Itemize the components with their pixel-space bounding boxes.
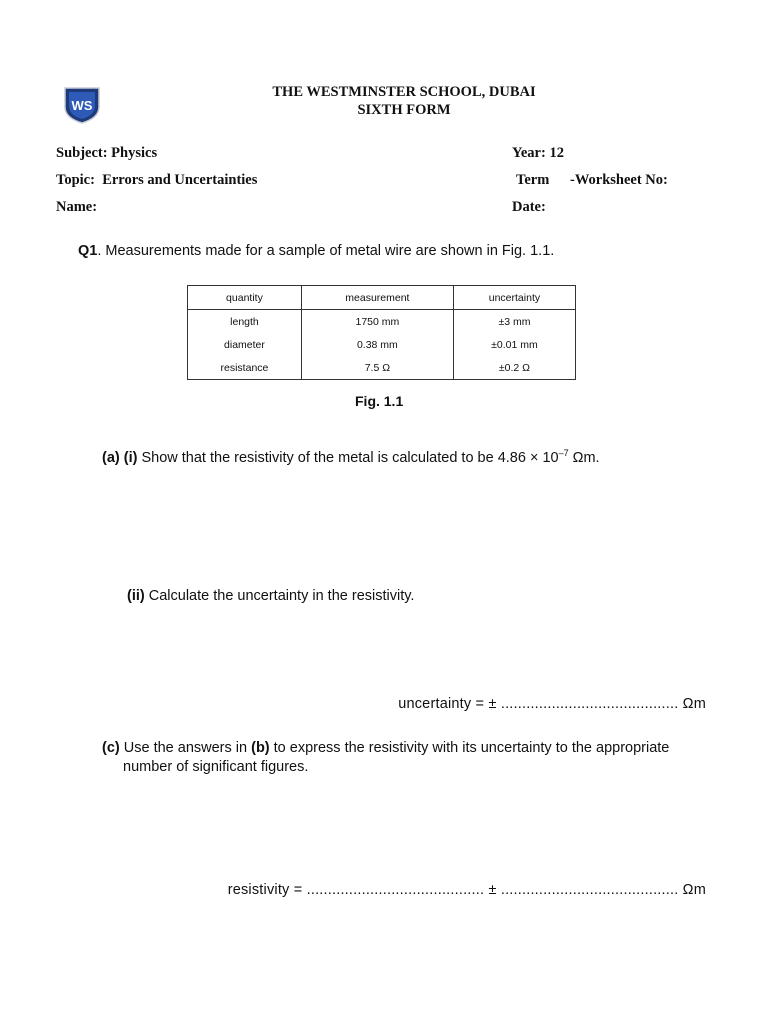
worksheet-field: -Worksheet No: bbox=[570, 172, 668, 188]
part-c-label: (c) bbox=[102, 740, 120, 756]
table-cell: length bbox=[188, 310, 302, 334]
table-cell: ±0.01 mm bbox=[453, 333, 575, 356]
table-header: measurement bbox=[301, 286, 453, 310]
part-a-i-label: (a) (i) bbox=[102, 449, 138, 466]
table-row bbox=[188, 333, 576, 356]
figure-caption: Fig. 1.1 bbox=[355, 393, 404, 409]
part-a-ii bbox=[127, 587, 414, 606]
logo-text: WS bbox=[71, 98, 93, 113]
part-a-i-exponent: –7 bbox=[558, 448, 569, 458]
table-cell: 1750 mm bbox=[301, 310, 453, 334]
part-c-text-after: to express the resistivity with its uncertainty to the appropriate bbox=[269, 740, 670, 756]
school-title bbox=[0, 83, 768, 119]
section-name: SIXTH FORM bbox=[357, 102, 451, 118]
question-1-label: Q1 bbox=[78, 243, 98, 259]
part-a-i-unit: Ωm. bbox=[568, 449, 600, 466]
school-name: THE WESTMINSTER SCHOOL, DUBAI bbox=[272, 84, 536, 100]
table-cell: ±0.2 Ω bbox=[453, 356, 575, 380]
subject-field: Subject: Physics bbox=[56, 145, 158, 161]
question-1 bbox=[78, 243, 554, 259]
part-c bbox=[102, 739, 722, 777]
part-c-text-before: Use the answers in bbox=[119, 740, 252, 756]
uncertainty-answer-line: uncertainty = ± .......................................... Ωm bbox=[398, 696, 706, 712]
table-row bbox=[188, 310, 576, 334]
part-c-line-1 bbox=[102, 739, 722, 758]
table-header: quantity bbox=[188, 286, 302, 310]
part-a-ii-label: (ii) bbox=[127, 588, 145, 604]
part-c-line-2: number of significant figures. bbox=[123, 759, 309, 775]
part-c-bold-ref: (b) bbox=[251, 740, 270, 756]
term-field: Term bbox=[516, 172, 550, 188]
table-cell: 7.5 Ω bbox=[301, 356, 453, 380]
table-cell: diameter bbox=[188, 333, 302, 356]
table-header-row bbox=[188, 286, 576, 310]
name-field: Name: bbox=[56, 199, 98, 215]
measurements-table bbox=[187, 285, 576, 380]
resistivity-answer-line: resistivity = .......................................... ± .......................................... Ωm bbox=[227, 882, 706, 898]
year-field: Year: 12 bbox=[512, 145, 564, 161]
part-a-i-text: Show that the resistivity of the metal is calculated to be 4.86 × 10 bbox=[137, 449, 559, 466]
table-row bbox=[188, 356, 576, 380]
topic-field: Topic: Errors and Uncertainties bbox=[56, 172, 258, 188]
table-cell: resistance bbox=[188, 356, 302, 380]
part-a-i bbox=[102, 444, 600, 468]
table-cell: 0.38 mm bbox=[301, 333, 453, 356]
table-cell: ±3 mm bbox=[453, 310, 575, 334]
part-a-ii-text: Calculate the uncertainty in the resistivity. bbox=[144, 588, 415, 604]
date-field: Date: bbox=[512, 199, 546, 215]
question-1-text: . Measurements made for a sample of metal wire are shown in Fig. 1.1. bbox=[97, 243, 555, 259]
table-header: uncertainty bbox=[453, 286, 575, 310]
